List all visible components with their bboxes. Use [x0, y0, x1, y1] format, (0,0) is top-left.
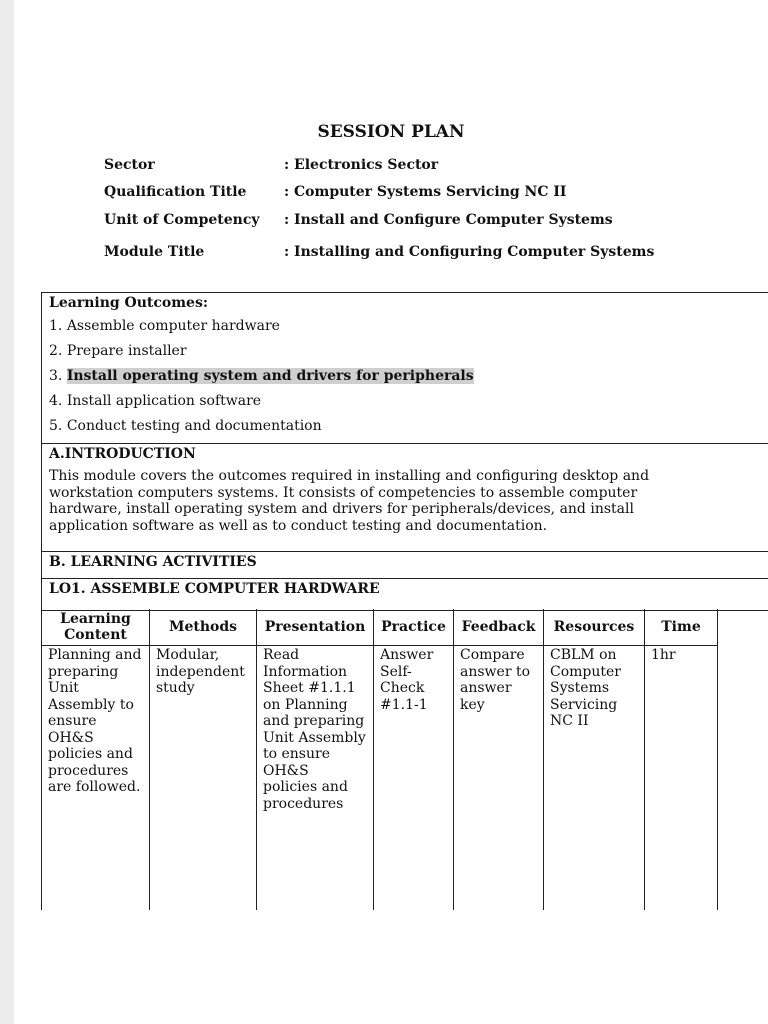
meta-value: : Computer Systems Servicing NC II — [284, 184, 567, 200]
introduction-section — [42, 444, 768, 552]
learning-outcome-item — [49, 367, 768, 386]
outcome-number: 1. — [49, 318, 63, 334]
cell-presentation: Read Information Sheet #1.1.1 on Planning and preparing Unit Assembly to ensure OH&S policies and procedures — [257, 646, 374, 911]
meta-value: : Install and Configure Computer Systems — [284, 212, 613, 228]
learning-activities-heading-row — [42, 552, 768, 579]
col-methods: Methods — [150, 609, 257, 646]
meta-value: : Installing and Configuring Computer Systems — [284, 244, 655, 260]
outcome-text: Conduct testing and documentation — [66, 418, 322, 434]
learning-activities-table — [41, 609, 718, 910]
col-learning-content: Learning Content — [42, 609, 150, 646]
learning-outcome-item — [49, 342, 768, 361]
table-header-row — [42, 609, 718, 646]
meta-label: Sector — [104, 157, 155, 173]
table-row — [42, 646, 718, 911]
session-box — [41, 292, 768, 611]
outcome-text: Install application software — [66, 393, 262, 409]
meta-label: Qualification Title — [104, 184, 247, 200]
cell-methods: Modular, independent study — [150, 646, 257, 911]
learning-outcome-item — [49, 317, 768, 336]
cell-resources: CBLM on Computer Systems Servicing NC II — [544, 646, 645, 911]
learning-outcome-item — [49, 417, 768, 436]
meta-value: : Electronics Sector — [284, 157, 439, 173]
introduction-heading: A.INTRODUCTION — [49, 446, 196, 462]
outcome-text: Assemble computer hardware — [66, 318, 280, 334]
lo1-heading-row — [42, 579, 768, 611]
learning-activities-heading: B. LEARNING ACTIVITIES — [49, 554, 257, 570]
col-time: Time — [645, 609, 718, 646]
lo1-heading: LO1. ASSEMBLE COMPUTER HARDWARE — [49, 581, 380, 597]
col-feedback: Feedback — [454, 609, 544, 646]
introduction-text: This module covers the outcomes required in installing and configuring desktop and workstation computers systems. It consists of competencies to assemble computer hardware, install operating system and drivers for peripherals/devices, and install application software as well as to conduct testing and documentation. — [49, 468, 650, 534]
learning-outcomes-heading: Learning Outcomes: — [49, 295, 209, 311]
cell-practice: Answer Self-Check #1.1-1 — [374, 646, 454, 911]
meta-label: Unit of Competency — [104, 212, 260, 228]
outcome-text: Prepare installer — [66, 343, 187, 359]
cell-learning-content: Planning and preparing Unit Assembly to ensure OH&S policies and procedures are followed. — [42, 646, 150, 911]
col-presentation: Presentation — [257, 609, 374, 646]
col-practice: Practice — [374, 609, 454, 646]
cell-time: 1hr — [645, 646, 718, 911]
learning-outcome-item — [49, 392, 768, 411]
outcome-number: 3. — [49, 368, 63, 384]
outcome-number: 4. — [49, 393, 63, 409]
learning-outcomes-section — [42, 293, 768, 444]
document-title: SESSION PLAN — [317, 122, 465, 142]
outcome-number: 5. — [49, 418, 63, 434]
outcome-text-highlighted: Install operating system and drivers for peripherals — [66, 368, 474, 384]
col-resources: Resources — [544, 609, 645, 646]
meta-label: Module Title — [104, 244, 205, 260]
cell-feedback: Compare answer to answer key — [454, 646, 544, 911]
outcome-number: 2. — [49, 343, 63, 359]
